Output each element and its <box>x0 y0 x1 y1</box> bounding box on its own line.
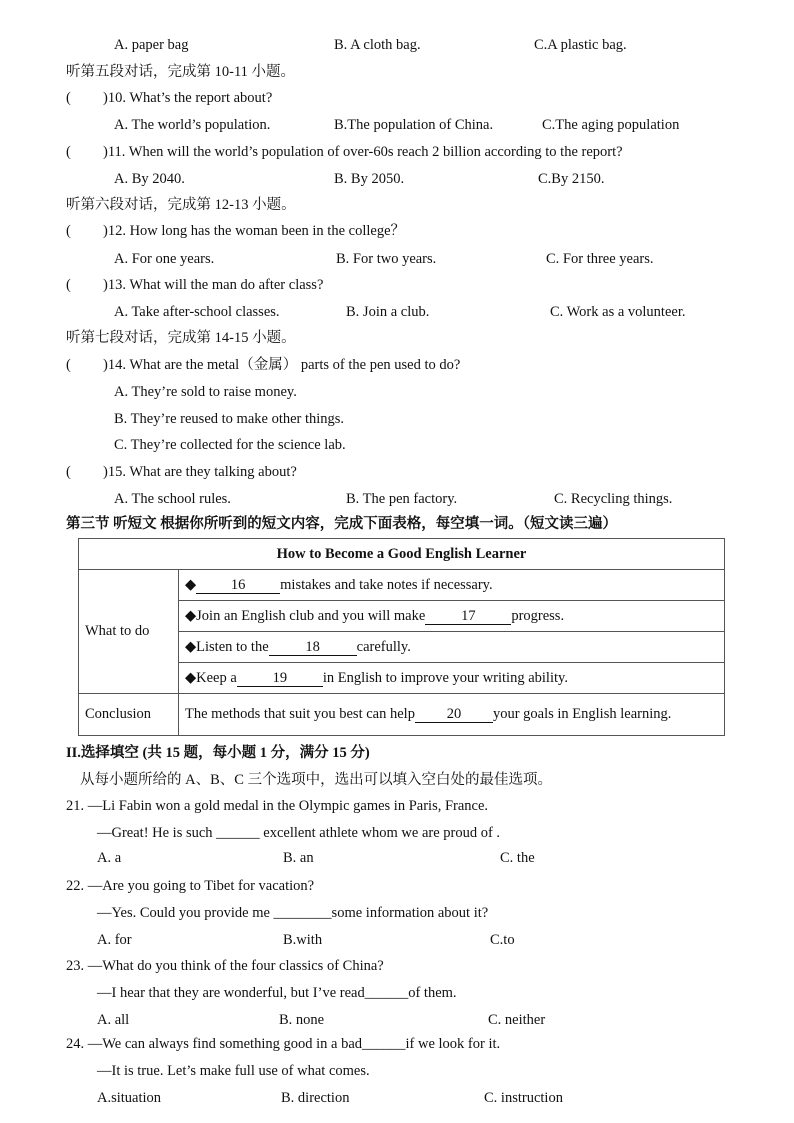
section-intro-7: 听第七段对话，完成第 14-15 小题。 <box>66 330 296 346</box>
q12-option-a: A. For one years. <box>114 251 215 267</box>
row-prefix: ◆Join an English club and you will make <box>185 607 426 624</box>
table-row <box>179 632 725 663</box>
q15-option-a: A. The school rules. <box>114 491 231 507</box>
section-3-heading: 第三节 听短文 根据你所听到的短文内容，完成下面表格，每空填一词。（短文读三遍） <box>66 516 617 532</box>
q15-option-c: C. Recycling things. <box>554 491 673 507</box>
blank-19: 19 <box>237 671 323 687</box>
question-22: 22. —Are you going to Tibet for vacation? <box>66 878 315 894</box>
answer-paren: ( <box>66 90 71 106</box>
q22-option-a: A. for <box>97 932 132 948</box>
part-2-heading: II.选择填空 (共 15 题，每小题 1 分，满分 15 分) <box>66 745 370 761</box>
question-15: )15. What are they talking about? <box>103 464 297 480</box>
question-12: )12. How long has the woman been in the college？ <box>103 223 406 239</box>
table-row <box>179 663 725 694</box>
q10-option-c: C.The aging population <box>542 117 680 133</box>
q22-option-b: B.with <box>283 932 323 948</box>
q13-option-b: B. Join a club. <box>346 304 430 320</box>
section-intro-5: 听第五段对话，完成第 10-11 小题。 <box>66 64 296 80</box>
q24-option-c: C. instruction <box>484 1090 563 1106</box>
blank-17: 17 <box>425 609 511 625</box>
question-13: )13. What will the man do after class? <box>103 277 324 293</box>
q23-option-c: C. neither <box>488 1012 546 1028</box>
q11-option-a: A. By 2040. <box>114 171 185 187</box>
q23-option-a: A. all <box>97 1012 130 1028</box>
table-row <box>179 601 725 632</box>
q15-option-b: B. The pen factory. <box>346 491 458 507</box>
q10-option-b: B.The population of China. <box>334 117 494 133</box>
q23-option-b: B. none <box>279 1012 325 1028</box>
part-2-instruction: 从每小题所给的 A、B、C 三个选项中，选出可以填入空白处的最佳选项。 <box>80 772 553 788</box>
q11-option-b: B. By 2050. <box>334 171 405 187</box>
question-11: )11. When will the world’s population of over-60s reach 2 billion according to the report? <box>103 144 623 160</box>
answer-paren: ( <box>66 144 71 160</box>
question-24: 24. —We can always find something good in a bad______if we look for it. <box>66 1036 501 1052</box>
q12-option-b: B. For two years. <box>336 251 437 267</box>
blank-20: 20 <box>415 707 493 723</box>
blank-18: 18 <box>269 640 357 656</box>
row-suffix: progress. <box>511 607 565 624</box>
row-suffix: in English to improve your writing ability. <box>322 669 568 686</box>
learner-table <box>78 538 725 736</box>
question-21: 21. —Li Fabin won a gold medal in the Olympic games in Paris, France. <box>66 798 489 814</box>
q9-option-a: A. paper bag <box>114 37 189 53</box>
q21-option-b: B. an <box>283 850 314 866</box>
answer-paren: ( <box>66 277 71 293</box>
q11-option-c: C.By 2150. <box>538 171 605 187</box>
answer-paren: ( <box>66 357 71 373</box>
answer-paren: ( <box>66 464 71 480</box>
table-row <box>179 570 725 601</box>
row-prefix: The methods that suit you best can help <box>185 706 415 722</box>
row-suffix: your goals in English learning. <box>492 706 672 722</box>
section-intro-6: 听第六段对话，完成第 12-13 小题。 <box>66 197 296 213</box>
question-23: 23. —What do you think of the four classics of China? <box>66 958 384 974</box>
row-prefix: ◆Listen to the <box>185 638 269 655</box>
q14-option-c: C. They’re collected for the science lab. <box>114 437 346 453</box>
q10-option-a: A. The world’s population. <box>114 117 271 133</box>
q13-option-a: A. Take after-school classes. <box>114 304 280 320</box>
question-22-reply: —Yes. Could you provide me ________some information about it? <box>97 905 489 921</box>
q9-option-b: B. A cloth bag. <box>334 37 421 53</box>
question-14: )14. What are the metal（金属） parts of the pen used to do? <box>103 357 461 373</box>
q24-option-a: A.situation <box>97 1090 162 1106</box>
q21-option-a: A. a <box>97 850 122 866</box>
q22-option-c: C.to <box>490 932 515 948</box>
q13-option-c: C. Work as a volunteer. <box>550 304 686 320</box>
question-21-reply: —Great! He is such ______ excellent athlete whom we are proud of . <box>97 825 501 841</box>
question-10: )10. What’s the report about? <box>103 90 273 106</box>
answer-paren: ( <box>66 223 71 239</box>
q24-option-b: B. direction <box>281 1090 350 1106</box>
q21-option-c: C. the <box>500 850 535 866</box>
q12-option-c: C. For three years. <box>546 251 654 267</box>
question-23-reply: —I hear that they are wonderful, but I’ve read______of them. <box>97 985 457 1001</box>
question-24-reply: —It is true. Let’s make full use of what comes. <box>97 1063 370 1079</box>
conclusion-label: Conclusion <box>79 694 179 736</box>
row-suffix: mistakes and take notes if necessary. <box>280 576 493 593</box>
q14-option-a: A. They’re sold to raise money. <box>114 384 297 400</box>
blank-16: 16 <box>196 578 280 594</box>
table-title: How to Become a Good English Learner <box>79 539 725 570</box>
row-prefix: ◆ <box>185 576 197 593</box>
q9-option-c: C.A plastic bag. <box>534 37 627 53</box>
row-prefix: ◆Keep a <box>185 669 237 686</box>
q14-option-b: B. They’re reused to make other things. <box>114 411 345 427</box>
row-suffix: carefully. <box>356 638 411 655</box>
what-to-do-label: What to do <box>79 570 179 694</box>
conclusion-row <box>179 694 725 736</box>
